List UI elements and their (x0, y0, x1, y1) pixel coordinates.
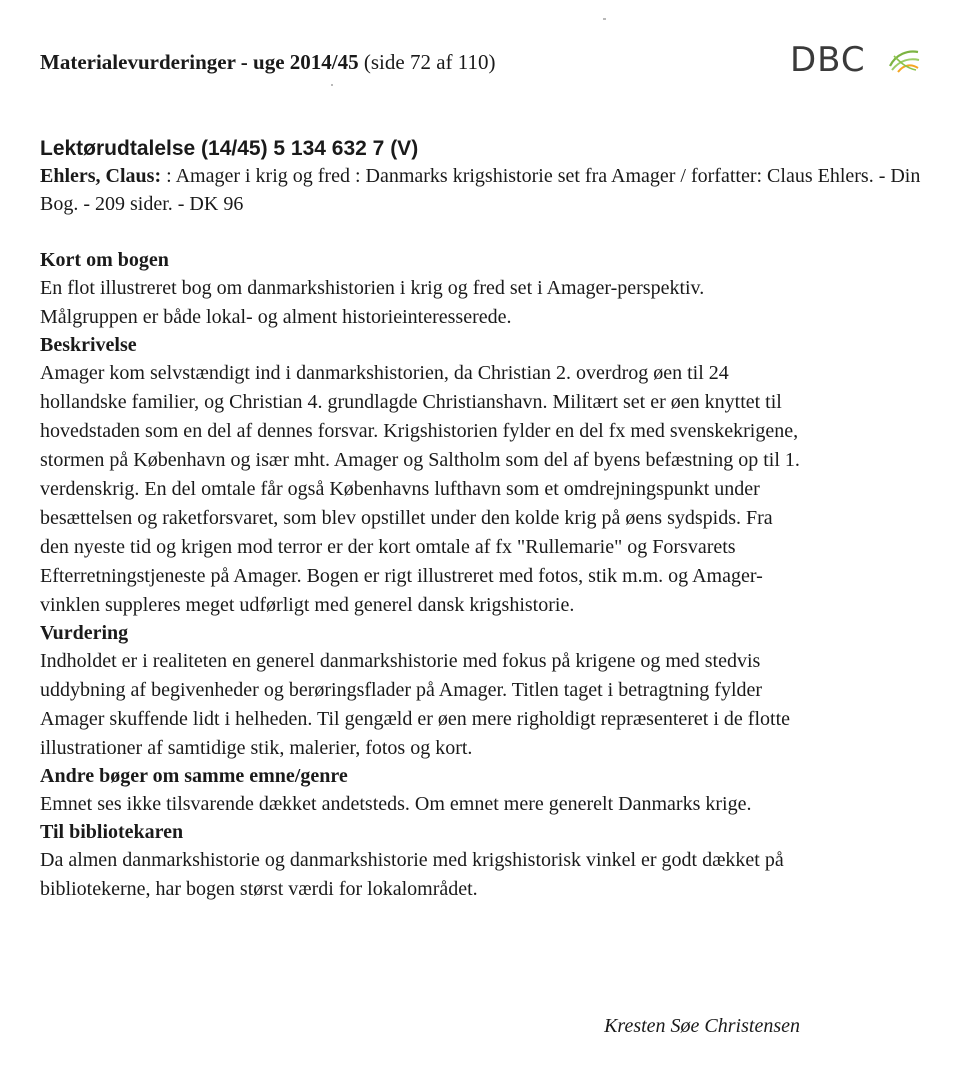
reviewer-signature: Kresten Søe Christensen (604, 1015, 800, 1037)
dbc-logo-text: DBC (790, 40, 866, 80)
dbc-swirl-logo-icon (886, 46, 922, 76)
section-text-vurdering: Indholdet er i realiteten en generel danmarkshistorie med fokus på krigene og med stedvis uddybning af begivenheder og berøringsflader på Amager. Titlen taget i betragtning fylder Amager skuffende lidt i helheden. Til gengæld er øen mere righoldigt repræsenteret i de flotte illustrationer af samtidige stik, malerier, fotos og kort. (40, 650, 790, 759)
section-text-kort-om-bogen: En flot illustreret bog om danmarkshistorien i krig og fred set i Amager-perspektiv. Målgruppen er både lokal- og alment historieinteresserede. (40, 277, 705, 328)
header-page-info: (side 72 af 110) (358, 50, 496, 74)
review-content (40, 136, 940, 904)
section-title-til-bibliotekaren: Til bibliotekaren (40, 821, 184, 843)
dbc-logo (790, 40, 930, 80)
section-text-til-bibliotekaren: Da almen danmarkshistorie og danmarkshistorie med krigshistorisk vinkel er godt dækket på bibliotekerne, har bogen størst værdi for lokalområdet. (40, 849, 784, 900)
section-title-andre-boger: Andre bøger om samme emne/genre (40, 765, 348, 787)
section-text-andre-boger: Emnet ses ikke tilsvarende dækket andetsteds. Om emnet mere generelt Danmarks krige. (40, 793, 752, 815)
bibliographic-record (40, 162, 940, 218)
scan-speck (603, 18, 606, 20)
review-heading: Lektørudtalelse (14/45) 5 134 632 7 (V) (40, 137, 419, 160)
section-title-beskrivelse: Beskrivelse (40, 334, 137, 356)
section-text-beskrivelse: Amager kom selvstændigt ind i danmarkshistorien, da Christian 2. overdrog øen til 24 hollandske familier, og Christian 4. grundlagde Christianshavn. Militært set er øen knyttet til hovedstaden som en del af dennes forsvar. Krigshistorien fylder en del fx med svenskekrigene, stormen på København og især mht. Amager og Saltholm som del af byens befæstning op til 1. verdenskrig. En del omtale får også Københavns lufthavn som et omdrejningspunkt under besættelsen og raketforsvaret, som blev opstillet under den kolde krig på øens sydspids. Fra den nyeste tid og krigen mod terror er der kort omtale af fx "Rullemarie" og Forsvarets Efterretningstjeneste på Amager. Bogen er rigt illustreret med fotos, stik m.m. og Amager-vinklen suppleres meget udførligt med generel dansk krigshistorie. (40, 362, 800, 616)
section-title-vurdering: Vurdering (40, 622, 129, 644)
scan-speck (331, 84, 333, 86)
author-name: Ehlers, Claus: (40, 165, 162, 187)
header-title: Materialevurderinger - uge 2014/45 (40, 50, 359, 74)
page-header (40, 48, 495, 76)
section-title-kort-om-bogen: Kort om bogen (40, 249, 169, 271)
review-body (40, 247, 940, 904)
citation-text: : Amager i krig og fred : Danmarks krigshistorie set fra Amager / forfatter: Claus Ehlers. - Din Bog. - 209 sider. - DK 96 (40, 165, 921, 215)
